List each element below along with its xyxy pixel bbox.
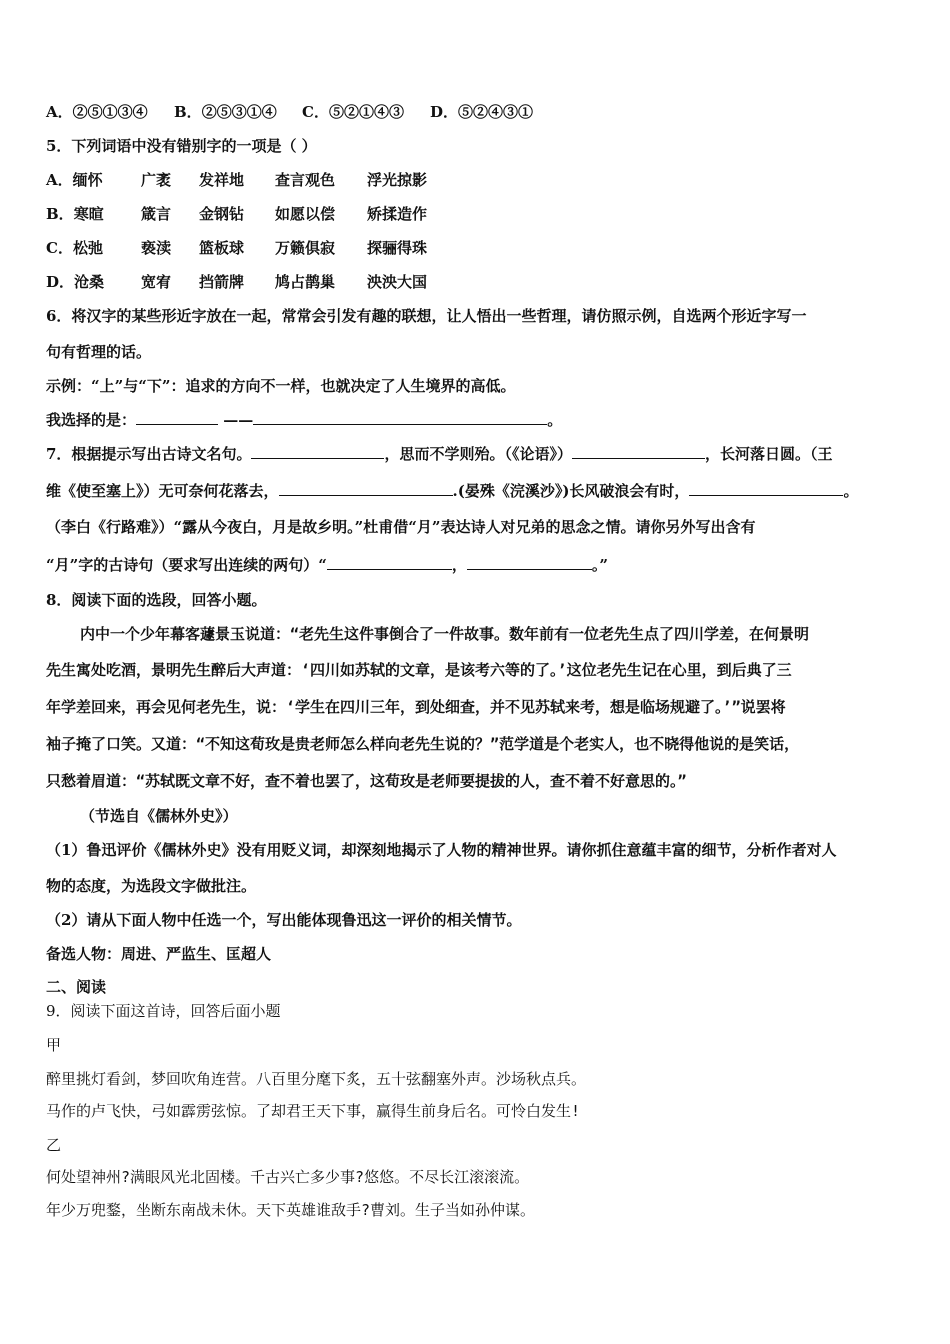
q7-text: ，长河落日圆。（王: [704, 445, 833, 463]
q7-line2: [46, 481, 858, 501]
q6-dash: ——: [223, 411, 254, 429]
q8-sub1-line2: 物的态度，为选段文字做批注。: [46, 877, 257, 895]
q5-option-d[interactable]: [46, 272, 427, 292]
q5-a-word: 浮光掠影: [367, 171, 428, 189]
q7-text: 。: [843, 482, 859, 500]
q5-stem: 5．下列词语中没有错别字的一项是（ ）: [46, 137, 317, 155]
q7-text: 维《使至塞上》）无可奈何花落去，: [46, 482, 279, 500]
q5-d-word: D．沧桑: [46, 273, 105, 291]
q8-passage-line: 只愁着眉道：“苏轼既文章不好，查不着也罢了，这荀玫是老师要提拔的人，查不着不好意思的。”: [46, 772, 687, 790]
q7-blank-3[interactable]: [279, 481, 453, 496]
q7-text: ，思而不学则殆。（《论语》）: [384, 445, 572, 463]
q5-c-word: 万籁俱寂: [275, 239, 336, 257]
q6-example: 示例：“上”与“下”：追求的方向不一样，也就决定了人生境界的高低。: [46, 377, 516, 395]
q7-line1: [46, 444, 832, 464]
q6-end-mark: 。: [547, 411, 563, 429]
q7-blank-1[interactable]: [251, 444, 384, 459]
q5-d-word: 泱泱大国: [367, 273, 428, 291]
q7-text: ，: [451, 556, 467, 574]
q5-b-word: 矫揉造作: [367, 205, 428, 223]
q5-b-word: 箴言: [141, 205, 172, 223]
poem-label-jia: 甲: [46, 1036, 62, 1054]
q8-passage-line: 年学差回来，再会见何老先生，说：‘学生在四川三年，到处细查，并不见苏轼来考，想是临场规避了。’”说罢将: [46, 698, 786, 716]
poem-label-yi: 乙: [46, 1136, 62, 1154]
q5-a-word: 发祥地: [199, 171, 245, 189]
q8-sub1-line1: （1）鲁迅评价《儒林外史》没有用贬义词，却深刻地揭示了人物的精神世界。请你抓住意蕴丰富的细节，分析作者对人: [46, 841, 837, 859]
q5-b-word: B．寒暄: [46, 205, 104, 223]
q6-stem-line2: 句有哲理的话。: [46, 343, 152, 361]
q5-c-word: 亵渎: [141, 239, 172, 257]
q9-stem: 9．阅读下面这首诗，回答后面小题: [46, 1002, 281, 1020]
q8-passage-line: 内中一个少年幕客蘧景玉说道：“老先生这件事倒合了一件故事。数年前有一位老先生点了四川学差，在何景明: [80, 625, 810, 643]
q5-c-word: C．松弛: [46, 239, 103, 257]
poem-yi-line: 何处望神州?满眼风光北固楼。千古兴亡多少事?悠悠。不尽长江滚滚流。: [46, 1168, 530, 1186]
q4-option-d[interactable]: D．⑤②④③①: [430, 103, 534, 121]
q8-passage-line: 袖子掩了口笑。又道：“不知这荀玫是贵老师怎么样向老先生说的？”范学道是个老实人，也不晓得他说的是笑话，: [46, 735, 800, 753]
q5-d-word: 挡箭牌: [199, 273, 245, 291]
q7-blank-5[interactable]: [327, 555, 452, 570]
q7-blank-4[interactable]: [689, 481, 843, 496]
q7-text: “月”字的古诗句（要求写出连续的两句）“: [46, 556, 327, 574]
poem-jia-line: 醉里挑灯看剑，梦回吹角连营。八百里分麾下炙，五十弦翻塞外声。沙场秋点兵。: [46, 1070, 587, 1088]
q6-blank-sentence[interactable]: [253, 410, 547, 425]
q6-blank-chars[interactable]: [136, 410, 218, 425]
section-heading: 二、阅读: [46, 978, 107, 996]
q5-option-a[interactable]: [46, 170, 427, 190]
q7-blank-6[interactable]: [467, 555, 592, 570]
q4-option-a[interactable]: A．②⑤①③④: [46, 103, 148, 121]
q7-stem: 7．根据提示写出古诗文名句。: [46, 445, 252, 463]
q7-blank-2[interactable]: [572, 444, 705, 459]
q4-options-row: [46, 102, 533, 122]
q5-option-c[interactable]: [46, 238, 427, 258]
q8-passage-line: 先生寓处吃酒，景明先生醉后大声道：‘四川如苏轼的文章，是该考六等的了。’这位老先生记在心里，到后典了三: [46, 661, 792, 679]
q8-stem: 8．阅读下面的选段，回答小题。: [46, 591, 267, 609]
q6-answer-line: [46, 410, 562, 430]
q6-stem-line1: 6．将汉字的某些形近字放在一起，常常会引发有趣的联想，让人悟出一些哲理，请仿照示例，自选两个形近字写一: [46, 307, 807, 325]
poem-jia-line: 马作的卢飞快，弓如霹雳弦惊。了却君王天下事，赢得生前身后名。可怜白发生!: [46, 1102, 581, 1120]
q7-text: 。”: [591, 556, 609, 574]
q4-option-c[interactable]: C．⑤②①④③: [302, 103, 404, 121]
q8-source: （节选自《儒林外史》）: [80, 807, 238, 825]
q5-c-word: 探骊得珠: [367, 239, 428, 257]
q5-d-word: 鸠占鹊巢: [275, 273, 336, 291]
q5-b-word: 金钢钻: [199, 205, 245, 223]
q5-d-word: 宽宥: [141, 273, 172, 291]
q5-b-word: 如愿以偿: [275, 205, 336, 223]
q7-line3: （李白《行路难》）“露从今夜白，月是故乡明。”杜甫借“月”表达诗人对兄弟的思念之情。请你另外写出含有: [46, 518, 756, 536]
q7-text: .(晏殊《浣溪沙》)长风破浪会有时，: [452, 482, 690, 500]
q5-option-b[interactable]: [46, 204, 427, 224]
q5-a-word: 查言观色: [275, 171, 336, 189]
q8-characters: 备选人物：周进、严监生、匡超人: [46, 945, 272, 963]
q5-c-word: 篮板球: [199, 239, 245, 257]
q4-option-b[interactable]: B．②⑤③①④: [174, 103, 277, 121]
q5-a-word: 广袤: [141, 171, 172, 189]
q8-sub2: （2）请从下面人物中任选一个，写出能体现鲁迅这一评价的相关情节。: [46, 911, 522, 929]
q7-line4: [46, 555, 608, 575]
q6-answer-label: 我选择的是：: [46, 411, 137, 429]
poem-yi-line: 年少万兜鍪，坐断东南战未休。天下英雄谁敌手?曹刘。生子当如孙仲谋。: [46, 1201, 536, 1219]
q5-a-word: A．缅怀: [46, 171, 103, 189]
